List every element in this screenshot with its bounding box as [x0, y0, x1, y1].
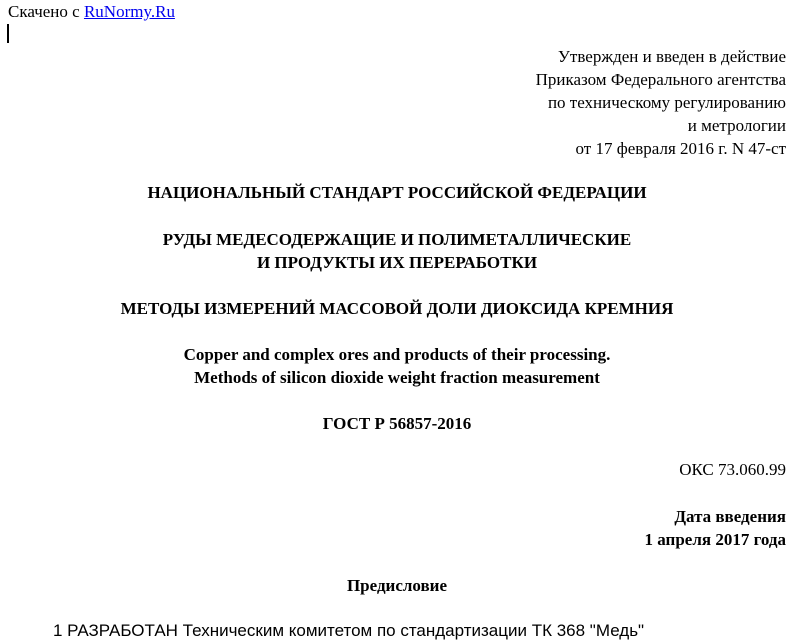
source-link[interactable]: RuNormy.Ru — [83, 2, 175, 21]
approval-line: от 17 февраля 2016 г. N 47-ст — [575, 139, 786, 158]
source-prefix: Скачено с — [8, 2, 84, 21]
text-cursor — [7, 24, 9, 43]
subtitle-ru: МЕТОДЫ ИЗМЕРЕНИЙ МАССОВОЙ ДОЛИ ДИОКСИДА КРЕМНИЯ — [120, 299, 674, 318]
approval-line: Утвержден и введен в действие — [557, 47, 786, 66]
oks-code: ОКС 73.060.99 — [679, 460, 786, 479]
approval-line: и метрологии — [687, 116, 786, 135]
approval-block — [386, 45, 786, 160]
source-note — [8, 0, 175, 23]
standard-designation: ГОСТ Р 56857-2016 — [322, 414, 472, 433]
preface-item-1: 1 РАЗРАБОТАН Техническим комитетом по стандартизации ТК 368 "Медь" — [53, 621, 645, 640]
intro-date-label: Дата введения — [674, 507, 786, 526]
title-ru-line-1: РУДЫ МЕДЕСОДЕРЖАЩИЕ И ПОЛИМЕТАЛЛИЧЕСКИЕ — [162, 230, 632, 249]
title-ru-line-2: И ПРОДУКТЫ ИХ ПЕРЕРАБОТКИ — [256, 253, 538, 272]
title-en-line-1: Copper and complex ores and products of their processing. — [183, 345, 611, 364]
intro-date: 1 апреля 2017 года — [644, 530, 786, 549]
standard-heading: НАЦИОНАЛЬНЫЙ СТАНДАРТ РОССИЙСКОЙ ФЕДЕРАЦИИ — [147, 183, 647, 202]
preface-heading: Предисловие — [346, 576, 448, 595]
title-en-line-2: Methods of silicon dioxide weight fraction measurement — [194, 368, 600, 387]
approval-line: Приказом Федерального агентства — [535, 70, 786, 89]
approval-line: по техническому регулированию — [547, 93, 786, 112]
